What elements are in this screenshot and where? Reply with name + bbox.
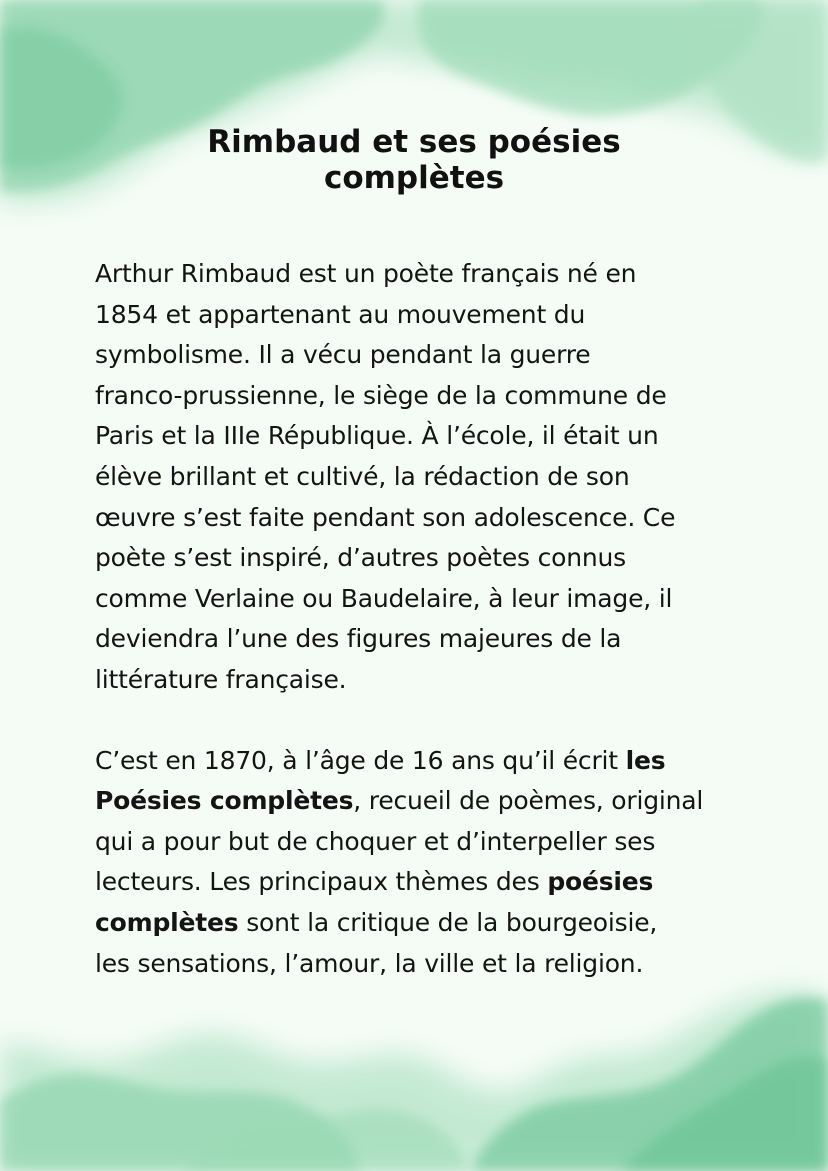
bold-term: les: [625, 745, 666, 775]
text-run: C’est en 1870, à l’âge de 16 ans qu’il écrit: [95, 745, 626, 775]
paragraph-2-line-4: [95, 862, 760, 903]
paragraph-2-line-2: [95, 781, 760, 822]
paragraph-2-line-1: [95, 741, 760, 782]
title-line-2: complètes: [323, 160, 505, 196]
paragraph-1-line: Paris et la IIIe République. À l’école, il était un: [95, 421, 659, 451]
paragraph-1-line: comme Verlaine ou Baudelaire, à leur image, il: [95, 583, 673, 613]
paragraph-1-line: deviendra l’une des figures majeures de la: [95, 624, 622, 654]
bold-term: complètes: [95, 907, 239, 937]
text-run: sont la critique de la bourgeoisie,: [238, 907, 658, 937]
paragraph-1-line: œuvre s’est faite pendant son adolescence. Ce: [95, 502, 676, 532]
paragraph-1-line: symbolisme. Il a vécu pendant la guerre: [95, 340, 591, 370]
text-run: qui a pour but de choquer et d’interpeller ses: [95, 826, 656, 856]
paragraph-2-line-5: [95, 903, 760, 944]
bottom-watercolor: [0, 991, 828, 1171]
paragraph-1-line: poète s’est inspiré, d’autres poètes connus: [95, 543, 626, 573]
text-run: lecteurs. Les principaux thèmes des: [95, 867, 548, 897]
paragraph-1: [95, 254, 760, 701]
paragraph-2: [95, 741, 760, 985]
paragraph-2-line-6: [95, 944, 760, 985]
text-run: les sensations, l’amour, la ville et la religion.: [95, 948, 644, 978]
text-run: , recueil de poèmes, original: [353, 786, 704, 816]
paragraph-1-line: 1854 et appartenant au mouvement du: [95, 299, 586, 329]
paragraph-1-line: élève brillant et cultivé, la rédaction de son: [95, 461, 630, 491]
page-title: [114, 124, 714, 196]
bold-term: poésies: [547, 867, 654, 897]
paragraph-1-line: littérature française.: [95, 664, 347, 694]
paragraph-2-line-3: [95, 822, 760, 863]
paragraph-1-line: Arthur Rimbaud est un poète français né en: [95, 259, 637, 288]
body-text: [95, 254, 760, 984]
bold-term: Poésies complètes: [95, 786, 354, 816]
paragraph-1-line: franco-prussienne, le siège de la commune de: [95, 380, 667, 410]
title-line-1: Rimbaud et ses poésies: [207, 124, 621, 160]
